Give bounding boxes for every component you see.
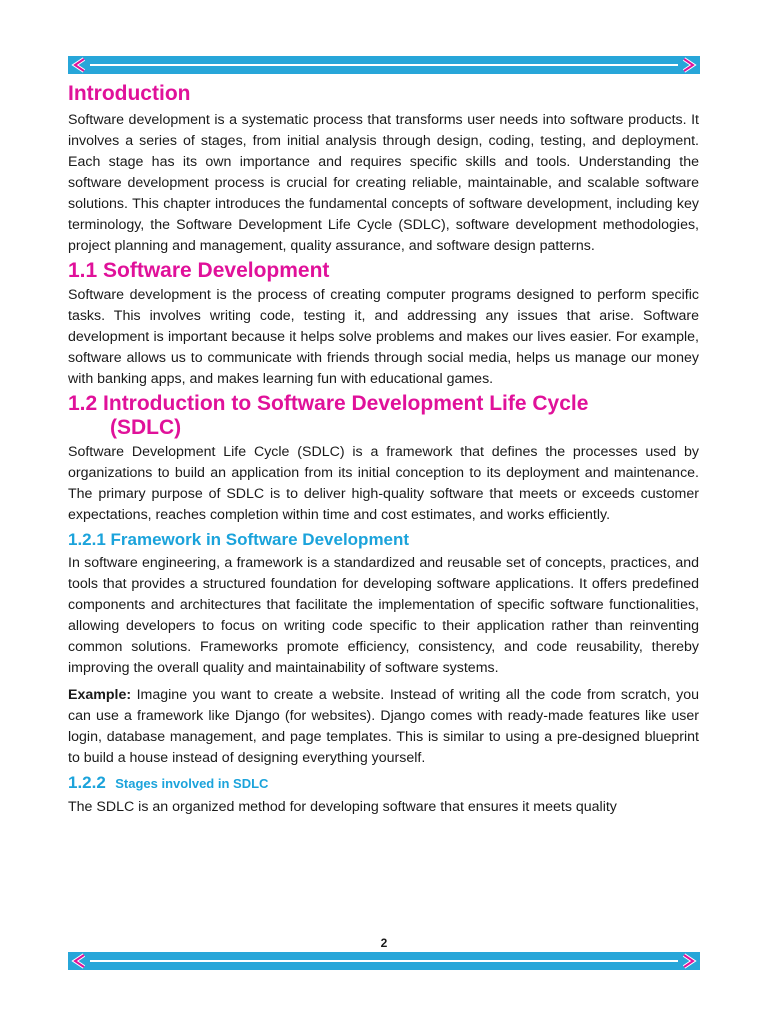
section-1-2-heading (68, 392, 699, 440)
section-1-2-2-heading (68, 772, 699, 795)
right-arrow-icon (676, 952, 698, 970)
section-1-2-heading-line1: 1.2 Introduction to Software Development Life Cycle (68, 392, 589, 415)
left-arrow-icon (70, 952, 92, 970)
section-1-1-heading: 1.1 Software Development (68, 259, 330, 282)
introduction-paragraph: Software development is a systematic process that transforms user needs into software products. It involves a series of stages, from initial analysis through design, coding, testing, and deployment. Each stage has its own importance and requires specific skills and tools. Understanding the software development process is crucial for creating reliable, maintainable, and scalable software solutions. This chapter introduces the fundamental concepts of software development, including key terminology, the Software Development Life Cycle (SDLC), software development methodologies, project planning and management, quality assurance, and software design patterns. (68, 112, 699, 254)
example-paragraph (68, 685, 699, 769)
section-1-2-paragraph: Software Development Life Cycle (SDLC) is a framework that defines the processes used by organizations to build an application from its initial conception to its deployment and maintenance. The primary purpose of SDLC is to deliver high-quality software that meets or exceeds customer expectations, reaches completion within time and cost estimates, and works efficiently. (68, 444, 699, 523)
introduction-heading: Introduction (68, 82, 191, 105)
left-arrow-icon (70, 56, 92, 74)
section-1-2-2-paragraph: The SDLC is an organized method for developing software that ensures it meets quality (68, 799, 617, 815)
section-1-2-2-number: 1.2.2 (68, 773, 106, 792)
section-1-2-1-heading: 1.2.1 Framework in Software Development (68, 530, 410, 549)
example-label: Example: (68, 687, 132, 703)
section-1-2-2-title: Stages involved in SDLC (115, 776, 269, 791)
page-number: 2 (380, 936, 388, 950)
example-text: Imagine you want to create a website. Instead of writing all the code from scratch, you can use a framework like Django (for websites). Django comes with ready-made features like user login, database management, and page templates. This is similar to using a pre-designed blueprint to build a house instead of designing everything yourself. (68, 687, 699, 766)
top-decorative-band (68, 56, 700, 74)
section-1-1-paragraph: Software development is the process of creating computer programs designed to perform specific tasks. This involves writing code, testing it, and addressing any issues that arise. Software development is important because it helps solve problems and makes our lives easier. For example, software allows us to communicate with friends through social media, helps us manage our money with banking apps, and makes learning fun with educational games. (68, 287, 699, 387)
bottom-decorative-band (68, 952, 700, 970)
page-content (68, 80, 699, 818)
section-1-2-1-paragraph: In software engineering, a framework is a standardized and reusable set of concepts, practices, and tools that provides a structured foundation for developing software applications. It offers predefined components and architectures that facilitate the implementation of specific software functionalities, allowing developers to focus on writing code specific to their application rather than reinventing common solutions. Frameworks promote efficiency, consistency, and code reusability, thereby improving the overall quality and maintainability of software systems. (68, 555, 699, 676)
right-arrow-icon (676, 56, 698, 74)
section-1-2-heading-line2: (SDLC) (110, 416, 182, 439)
